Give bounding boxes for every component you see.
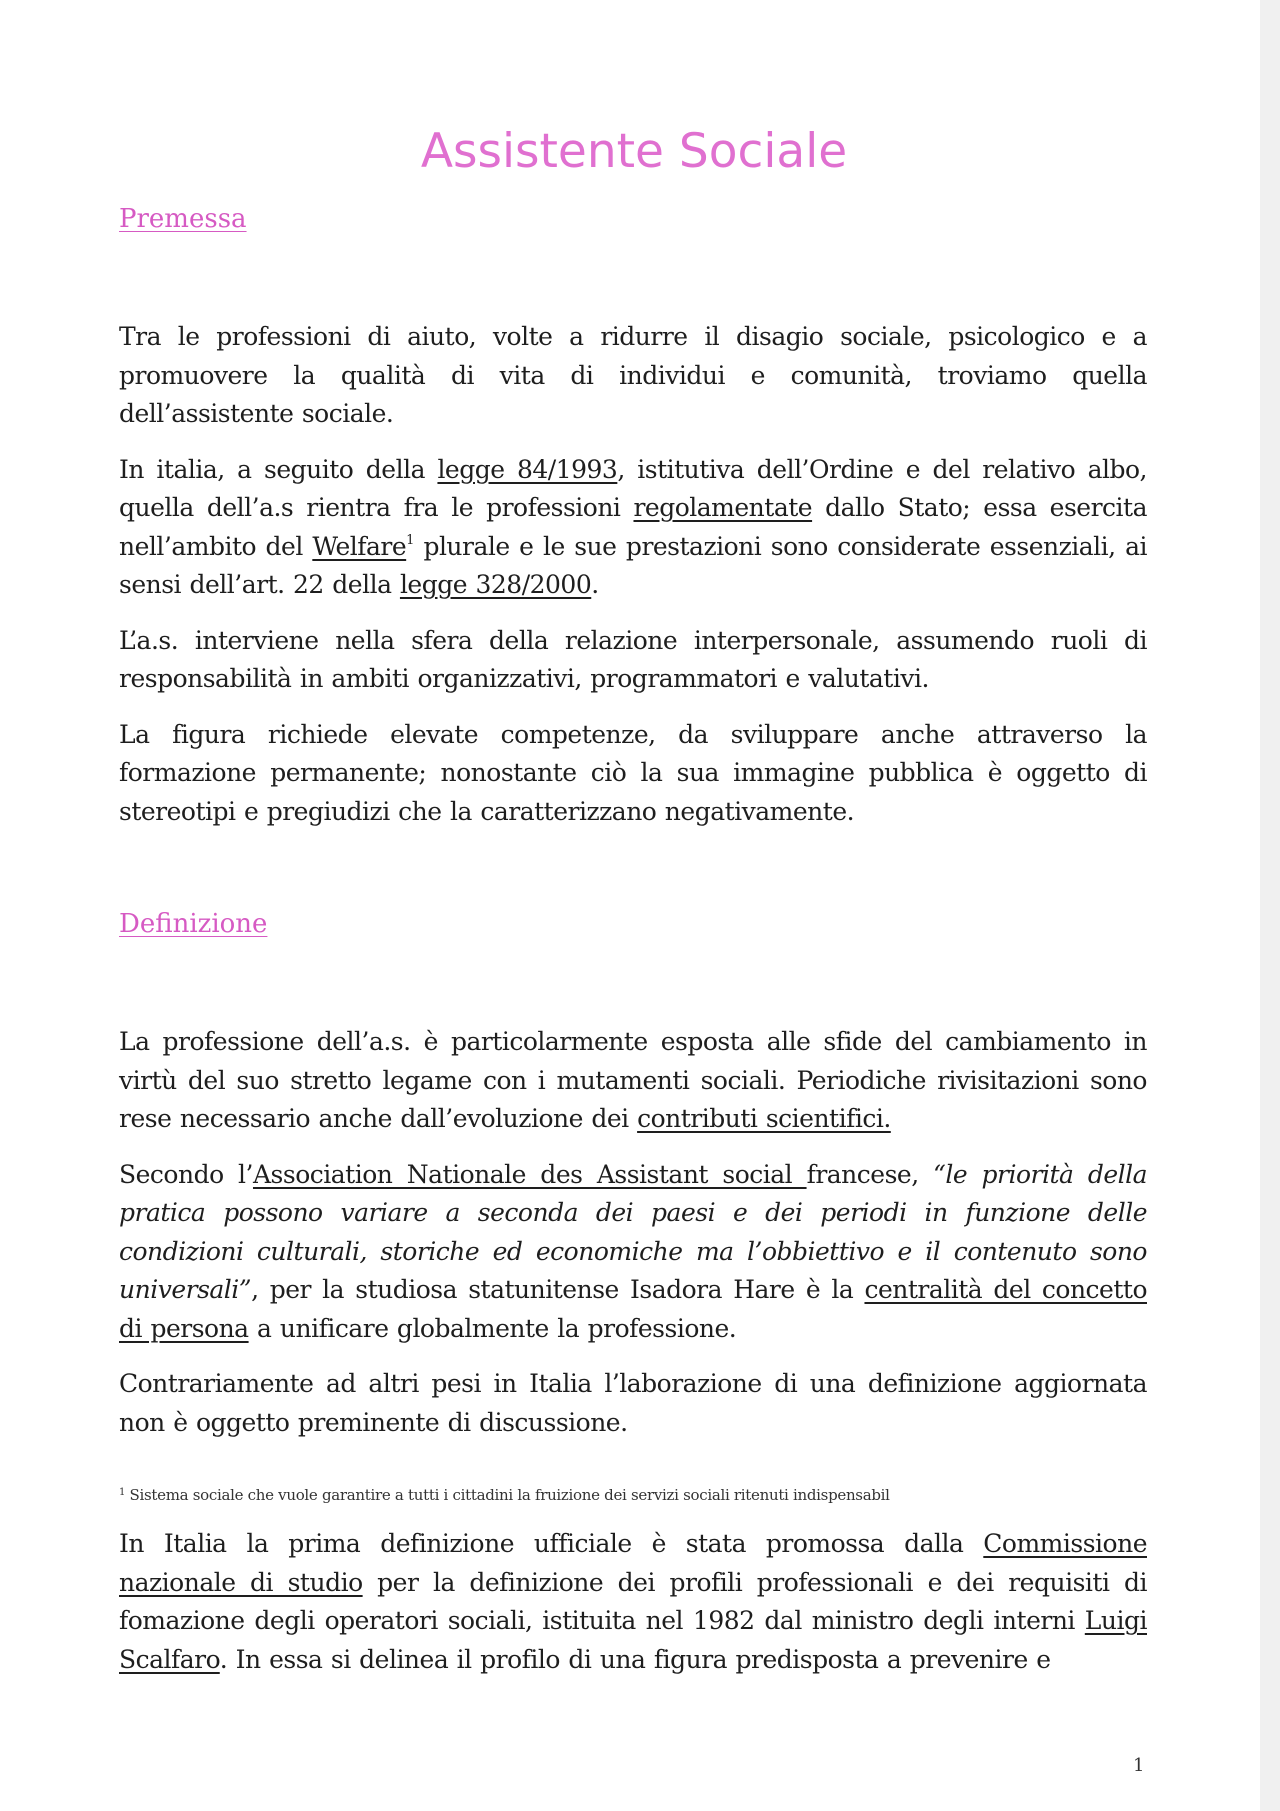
text: In Italia la prima definizione ufficiale è stata promossa dalla [119,1529,984,1558]
document-title: Assistente Sociale [420,124,848,179]
footnote-number: 1 [119,1487,126,1498]
text: , istitutiva dell’Ordine e del relativo albo, quella dell’a.s rientra fra le professioni [119,454,1147,522]
quote-text: “le priorità della pratica possono variare a seconda dei paesi e dei periodi in funzione delle condizioni culturali, storiche ed economiche ma l’obbiettivo e il contenuto sono universali” [119,1159,1148,1304]
page-gutter [1260,0,1280,1811]
heading-definizione: Definizione [119,909,268,939]
definizione-paragraph-1 [119,1023,1147,1139]
definizione-paragraph-4 [119,1525,1147,1679]
footnote-reference[interactable]: 1 [406,532,414,548]
link-commissione-nazionale[interactable]: Commissione nazionale di studio [119,1529,1147,1597]
heading-premessa: Premessa [119,204,247,234]
link-centralita-persona[interactable]: centralità del concetto di persona [119,1275,1147,1343]
premessa-paragraph-4: La figura richiede elevate competenze, da sviluppare anche attraverso la formazione permanente; nonostante ciò la sua immagine pubblica è oggetto di stereotipi e pregiudizi che la caratterizzano negativamente. [119,719,1147,826]
text: Secondo l’ [119,1159,253,1189]
footnote-text: Sistema sociale che vuole garantire a tutti i cittadini la fruizione dei servizi sociali ritenuti indispensabil [129,1486,890,1504]
text: dallo Stato; essa esercita nell’ambito del [119,493,1147,561]
definizione-paragraph-2 [119,1156,1147,1349]
text: plurale e le sue prestazioni sono considerate essenziali, ai sensi dell’art. 22 della [119,531,1147,599]
text: francese, [806,1159,934,1189]
text: per la definizione dei profili professionali e dei requisiti di fomazione degli operatori sociali, istituita nel 1982 dal ministro degli interni [119,1567,1147,1635]
link-luigi-scalfaro[interactable]: Luigi Scalfaro [119,1606,1147,1674]
definizione-section [119,1023,1147,1459]
link-legge-328-2000[interactable]: legge 328/2000 [399,570,592,599]
text: . [591,570,599,599]
text: In italia, a seguito della [119,454,438,484]
link-contributi-scientifici[interactable]: contributi scientifici. [637,1104,891,1133]
link-regolamentate[interactable]: regolamentate [633,493,813,522]
link-legge-84-1993[interactable]: legge 84/1993 [437,454,618,484]
premessa-section [119,318,1147,848]
text: La professione dell’a.s. è particolarmente esposta alle sfide del cambiamento in virtù del suo stretto legame con i mutamenti sociali. Periodiche rivisitazioni sono rese necessario anche dall’evoluzione dei [119,1027,1147,1133]
premessa-paragraph-1: Tra le professioni di aiuto, volte a ridurre il disagio sociale, psicologico e a promuovere la qualità di vita di individui e comunità, troviamo quella dell’assistente sociale. [119,322,1147,428]
text: a unificare globalmente la professione. [248,1313,737,1343]
definizione-continued [119,1525,1147,1696]
premessa-paragraph-3: L’a.s. interviene nella sfera della relazione interpersonale, assumendo ruoli di responsabilità in ambiti organizzativi, programmatori e valutativi. [119,625,1147,693]
footnote [119,1482,1147,1506]
premessa-paragraph-2 [119,451,1147,605]
text: . In essa si delinea il profilo di una figura predisposta a prevenire e [219,1644,1051,1674]
definizione-paragraph-3: Contrariamente ad altri pesi in Italia l’laborazione di una definizione aggiornata non è oggetto preminente di discussione. [119,1369,1147,1437]
text: , per la studiosa statunitense Isadora Hare è la [251,1275,865,1304]
page-number: 1 [1133,1755,1145,1776]
link-association-nationale[interactable]: Association Nationale des Assistant social [252,1159,807,1189]
link-welfare[interactable]: Welfare [312,531,407,561]
